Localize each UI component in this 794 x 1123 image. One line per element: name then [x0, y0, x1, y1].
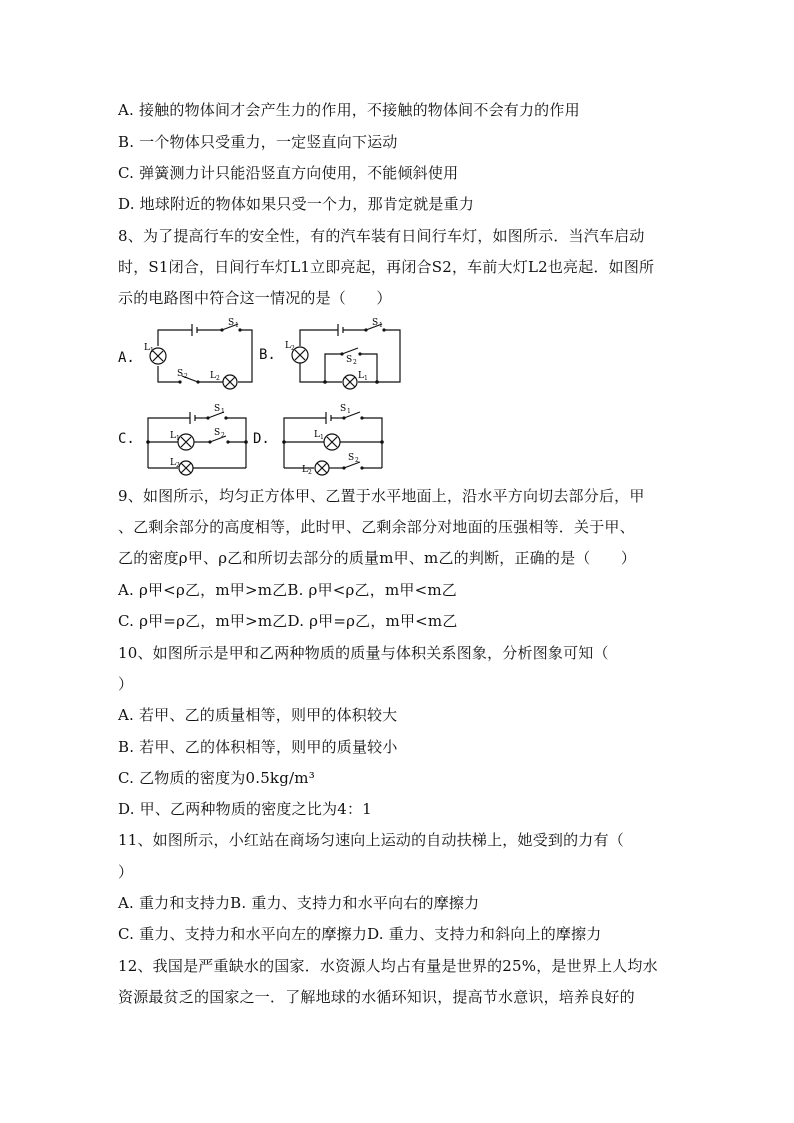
q10-option-b: B. 若甲、乙的体积相等，则甲的质量较小: [118, 738, 398, 756]
q9-text-line-3: 乙的密度ρ甲、ρ乙和所切去部分的质量m甲、m乙的判断，正确的是（ ）: [118, 549, 637, 567]
circuit-diagram-c: [140, 402, 255, 477]
label-s2-sub: 2: [184, 373, 188, 380]
label-l1-sub: 1: [320, 434, 324, 441]
q8-text-line-2: 时，S1闭合，日间行车灯L1立即亮起，再闭合S2，车前大灯L2也亮起．如图所: [118, 258, 655, 276]
q9-text-line-2: 、乙剩余部分的高度相等，此时甲、乙剩余部分对地面的压强相等．关于甲、: [118, 518, 635, 536]
label-l1-sub: 1: [364, 375, 368, 382]
label-l1: L: [314, 430, 320, 440]
label-l1-sub: 1: [150, 347, 154, 354]
label-l1: L: [358, 371, 364, 381]
q9-options-cd: C. ρ甲=ρ乙，m甲>m乙D. ρ甲=ρ乙，m甲<m乙: [118, 612, 458, 630]
q10-option-c: C. 乙物质的密度为0.5kg/m³: [118, 769, 315, 787]
label-l1: L: [144, 343, 150, 353]
label-s2-sub: 2: [355, 457, 359, 464]
q11-text-line-2: ）: [118, 863, 134, 881]
q11-options-ab: A. 重力和支持力B. 重力、支持力和水平向右的摩擦力: [118, 894, 480, 912]
label-l1: L: [170, 431, 176, 441]
q10-text-line-2: ）: [118, 675, 134, 693]
q11-options-cd: C. 重力、支持力和水平向左的摩擦力D. 重力、支持力和斜向上的摩擦力: [118, 925, 602, 943]
label-l2-sub: 2: [308, 469, 312, 476]
label-s2: S: [214, 428, 221, 438]
circuit-diagram-b: [282, 318, 407, 393]
circuit-option-b-label: B.: [259, 347, 276, 363]
q10-text-line-1: 10、如图所示是甲和乙两种物质的质量与体积关系图象，分析图象可知（: [118, 644, 609, 662]
q12-text-line-1: 12、我国是严重缺水的国家．水资源人均占有量是世界的25%，是世界上人均水: [118, 957, 658, 975]
q8-text-line-3: 示的电路图中符合这一情况的是（ ）: [118, 289, 392, 307]
circuit-option-d-label: D.: [253, 431, 270, 447]
label-s1-sub: 1: [235, 322, 239, 329]
label-s1-sub: 1: [379, 322, 383, 329]
q10-option-a: A. 若甲、乙的质量相等，则甲的体积较大: [118, 706, 398, 724]
label-s2: S: [346, 355, 353, 365]
label-l2-sub: 2: [291, 345, 295, 352]
label-l2: L: [302, 465, 308, 475]
circuit-diagram-a: [140, 318, 260, 393]
label-s1-sub: 1: [347, 408, 351, 415]
q7-option-c: C. 弹簧测力计只能沿竖直方向使用，不能倾斜使用: [118, 164, 459, 182]
label-s2: S: [177, 369, 184, 379]
q8-text-line-1: 8、为了提高行车的安全性，有的汽车装有日间行车灯，如图所示．当汽车启动: [118, 227, 645, 245]
label-l2: L: [210, 371, 216, 381]
label-l2-sub: 2: [176, 462, 180, 469]
label-s2: S: [348, 453, 355, 463]
label-s1: S: [340, 404, 347, 414]
label-s1: S: [214, 404, 221, 414]
q7-option-a: A. 接触的物体间才会产生力的作用，不接触的物体间不会有力的作用: [118, 101, 580, 119]
q11-text-line-1: 11、如图所示，小红站在商场匀速向上运动的自动扶梯上，她受到的力有（: [118, 831, 624, 849]
label-l2-sub: 2: [216, 375, 220, 382]
circuit-option-a-label: A.: [118, 350, 135, 366]
q9-options-ab: A. ρ甲<ρ乙，m甲>m乙B. ρ甲<ρ乙，m甲<m乙: [118, 581, 457, 599]
circuit-diagram-d: [276, 402, 391, 477]
q12-text-line-2: 资源最贫乏的国家之一．了解地球的水循环知识，提高节水意识，培养良好的: [118, 988, 635, 1006]
label-s2-sub: 2: [221, 432, 225, 439]
q7-option-b: B. 一个物体只受重力，一定竖直向下运动: [118, 133, 398, 151]
label-s2-sub: 2: [353, 359, 357, 366]
circuit-option-c-label: C.: [118, 431, 135, 447]
label-s1: S: [228, 318, 235, 328]
label-l2: L: [285, 341, 291, 351]
label-s1: S: [372, 318, 379, 328]
label-l1-sub: 1: [176, 435, 180, 442]
q9-text-line-1: 9、如图所示，均匀正方体甲、乙置于水平地面上，沿水平方向切去部分后，甲: [118, 487, 645, 505]
q7-option-d: D. 地球附近的物体如果只受一个力，那肯定就是重力: [118, 195, 475, 213]
label-l2: L: [170, 458, 176, 468]
label-s1-sub: 1: [221, 408, 225, 415]
q10-option-d: D. 甲、乙两种物质的密度之比为4：1: [118, 800, 372, 818]
